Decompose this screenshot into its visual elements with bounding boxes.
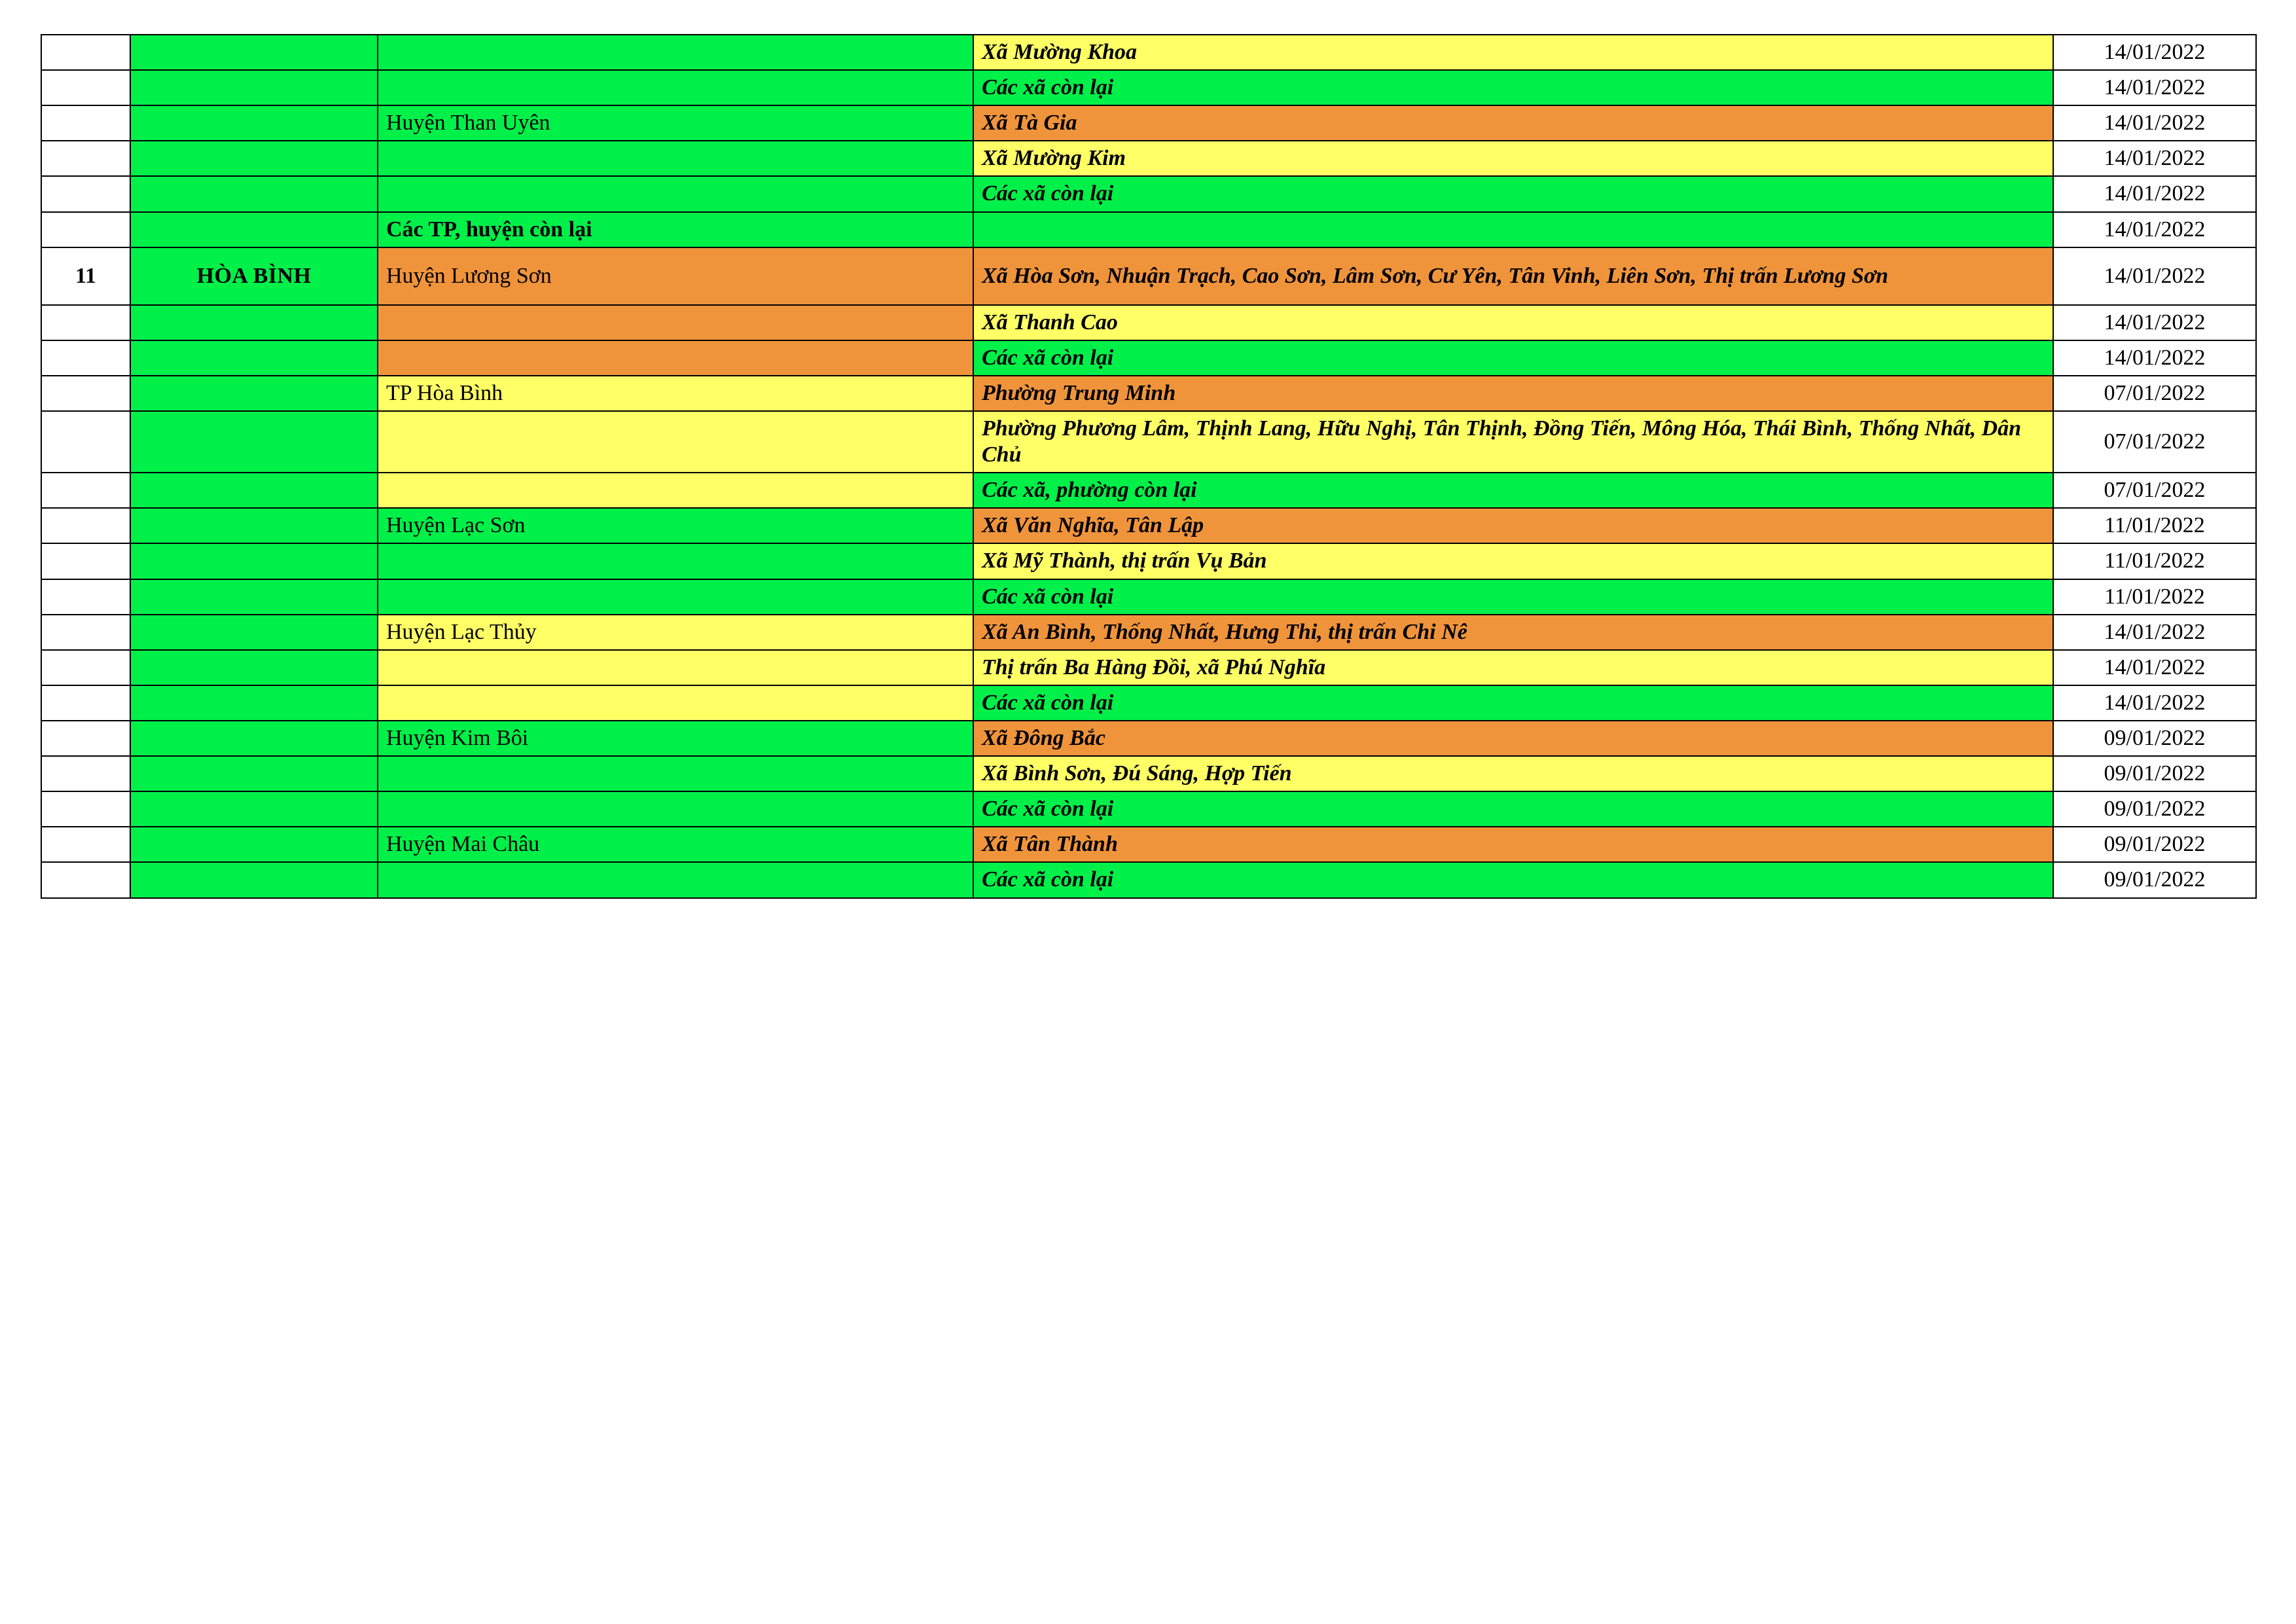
cell-date: 14/01/2022 [2053, 650, 2256, 685]
table-row [41, 543, 2256, 579]
cell-index [41, 791, 130, 827]
cell-date: 14/01/2022 [2053, 212, 2256, 247]
cell-district [378, 70, 973, 105]
cell-ward: Các xã còn lại [973, 176, 2053, 211]
cell-province [130, 650, 378, 685]
cell-province [130, 376, 378, 411]
cell-date: 09/01/2022 [2053, 791, 2256, 827]
cell-district [378, 650, 973, 685]
cell-province [130, 176, 378, 211]
cell-province [130, 35, 378, 70]
cell-date: 14/01/2022 [2053, 615, 2256, 650]
table-row [41, 650, 2256, 685]
cell-ward: Các xã còn lại [973, 862, 2053, 897]
cell-ward: Các xã còn lại [973, 340, 2053, 376]
cell-province [130, 827, 378, 862]
cell-index [41, 105, 130, 141]
table-row [41, 105, 2256, 141]
cell-date: 14/01/2022 [2053, 176, 2256, 211]
cell-date: 14/01/2022 [2053, 305, 2256, 340]
cell-ward: Xã Văn Nghĩa, Tân Lập [973, 508, 2053, 543]
cell-ward: Các xã còn lại [973, 70, 2053, 105]
cell-ward: Phường Trung Minh [973, 376, 2053, 411]
cell-date: 11/01/2022 [2053, 579, 2256, 615]
cell-district [378, 411, 973, 473]
cell-index [41, 411, 130, 473]
table-row [41, 685, 2256, 721]
cell-province [130, 105, 378, 141]
cell-province [130, 615, 378, 650]
cell-province [130, 70, 378, 105]
table-row [41, 70, 2256, 105]
cell-date: 07/01/2022 [2053, 376, 2256, 411]
table-row [41, 212, 2256, 247]
cell-index [41, 615, 130, 650]
cell-province [130, 411, 378, 473]
cell-index [41, 543, 130, 579]
cell-district: Huyện Lạc Thủy [378, 615, 973, 650]
cell-ward: Xã Tân Thành [973, 827, 2053, 862]
cell-province [130, 340, 378, 376]
cell-date: 14/01/2022 [2053, 247, 2256, 305]
cell-index [41, 756, 130, 791]
cell-province [130, 305, 378, 340]
cell-ward: Các xã còn lại [973, 685, 2053, 721]
table-row [41, 411, 2256, 473]
cell-district [378, 862, 973, 897]
cell-province [130, 212, 378, 247]
cell-ward: Xã Mỹ Thành, thị trấn Vụ Bản [973, 543, 2053, 579]
cell-ward: Xã Thanh Cao [973, 305, 2053, 340]
cell-date: 09/01/2022 [2053, 756, 2256, 791]
table-row [41, 35, 2256, 70]
cell-district: Huyện Mai Châu [378, 827, 973, 862]
table-row [41, 376, 2256, 411]
table-row [41, 827, 2256, 862]
table-row [41, 340, 2256, 376]
cell-date: 07/01/2022 [2053, 411, 2256, 473]
cell-district: TP Hòa Bình [378, 376, 973, 411]
cell-ward: Xã Hòa Sơn, Nhuận Trạch, Cao Sơn, Lâm Sơn, Cư Yên, Tân Vinh, Liên Sơn, Thị trấn Lương Sơn [973, 247, 2053, 305]
cell-district: Huyện Kim Bôi [378, 721, 973, 756]
cell-district: Huyện Than Uyên [378, 105, 973, 141]
cell-province [130, 508, 378, 543]
cell-province [130, 685, 378, 721]
cell-date: 09/01/2022 [2053, 862, 2256, 897]
cell-date: 09/01/2022 [2053, 721, 2256, 756]
cell-ward: Các xã, phường còn lại [973, 473, 2053, 508]
table-row [41, 791, 2256, 827]
cell-index [41, 862, 130, 897]
table-row [41, 305, 2256, 340]
table-row [41, 473, 2256, 508]
cell-index [41, 650, 130, 685]
cell-ward: Xã Tà Gia [973, 105, 2053, 141]
cell-date: 14/01/2022 [2053, 340, 2256, 376]
cell-province [130, 579, 378, 615]
cell-index [41, 473, 130, 508]
cell-district [378, 579, 973, 615]
cell-index: 11 [41, 247, 130, 305]
cell-district [378, 305, 973, 340]
cell-index [41, 70, 130, 105]
cell-index [41, 305, 130, 340]
cell-district [378, 543, 973, 579]
cell-district [378, 685, 973, 721]
cell-ward: Xã Đông Bắc [973, 721, 2053, 756]
cell-index [41, 212, 130, 247]
cell-index [41, 579, 130, 615]
cell-date: 11/01/2022 [2053, 508, 2256, 543]
cell-district [378, 176, 973, 211]
cell-district [378, 473, 973, 508]
table-row [41, 141, 2256, 176]
table-row [41, 176, 2256, 211]
table-row [41, 615, 2256, 650]
cell-district [378, 791, 973, 827]
table-row [41, 862, 2256, 897]
cell-district [378, 756, 973, 791]
cell-province [130, 473, 378, 508]
cell-index [41, 685, 130, 721]
cell-ward: Xã An Bình, Thống Nhất, Hưng Thi, thị trấn Chi Nê [973, 615, 2053, 650]
cell-ward: Phường Phương Lâm, Thịnh Lang, Hữu Nghị, Tân Thịnh, Đồng Tiến, Mông Hóa, Thái Bình, Thống Nhất, Dân Chủ [973, 411, 2053, 473]
cell-date: 14/01/2022 [2053, 35, 2256, 70]
cell-district: Các TP, huyện còn lại [378, 212, 973, 247]
cell-index [41, 340, 130, 376]
cell-date: 14/01/2022 [2053, 70, 2256, 105]
cell-date: 11/01/2022 [2053, 543, 2256, 579]
pandemic-level-table [41, 34, 2257, 899]
cell-index [41, 35, 130, 70]
cell-ward: Xã Mường Kim [973, 141, 2053, 176]
cell-date: 14/01/2022 [2053, 685, 2256, 721]
cell-index [41, 721, 130, 756]
cell-district [378, 340, 973, 376]
cell-district [378, 141, 973, 176]
cell-province [130, 141, 378, 176]
cell-ward: Xã Bình Sơn, Đú Sáng, Hợp Tiến [973, 756, 2053, 791]
cell-province [130, 543, 378, 579]
table-row [41, 756, 2256, 791]
cell-ward: Xã Mường Khoa [973, 35, 2053, 70]
cell-date: 09/01/2022 [2053, 827, 2256, 862]
cell-ward: Các xã còn lại [973, 791, 2053, 827]
cell-district: Huyện Lạc Sơn [378, 508, 973, 543]
table-body [41, 35, 2256, 898]
cell-province [130, 721, 378, 756]
cell-district: Huyện Lương Sơn [378, 247, 973, 305]
cell-index [41, 176, 130, 211]
cell-ward: Các xã còn lại [973, 579, 2053, 615]
table-row [41, 579, 2256, 615]
cell-province [130, 756, 378, 791]
cell-date: 14/01/2022 [2053, 141, 2256, 176]
cell-province [130, 862, 378, 897]
table-row [41, 247, 2256, 305]
cell-province: HÒA BÌNH [130, 247, 378, 305]
cell-index [41, 827, 130, 862]
table-row [41, 721, 2256, 756]
cell-ward [973, 212, 2053, 247]
cell-date: 07/01/2022 [2053, 473, 2256, 508]
cell-district [378, 35, 973, 70]
table-row [41, 508, 2256, 543]
cell-date: 14/01/2022 [2053, 105, 2256, 141]
cell-index [41, 376, 130, 411]
cell-ward: Thị trấn Ba Hàng Đồi, xã Phú Nghĩa [973, 650, 2053, 685]
cell-index [41, 508, 130, 543]
cell-province [130, 791, 378, 827]
cell-index [41, 141, 130, 176]
